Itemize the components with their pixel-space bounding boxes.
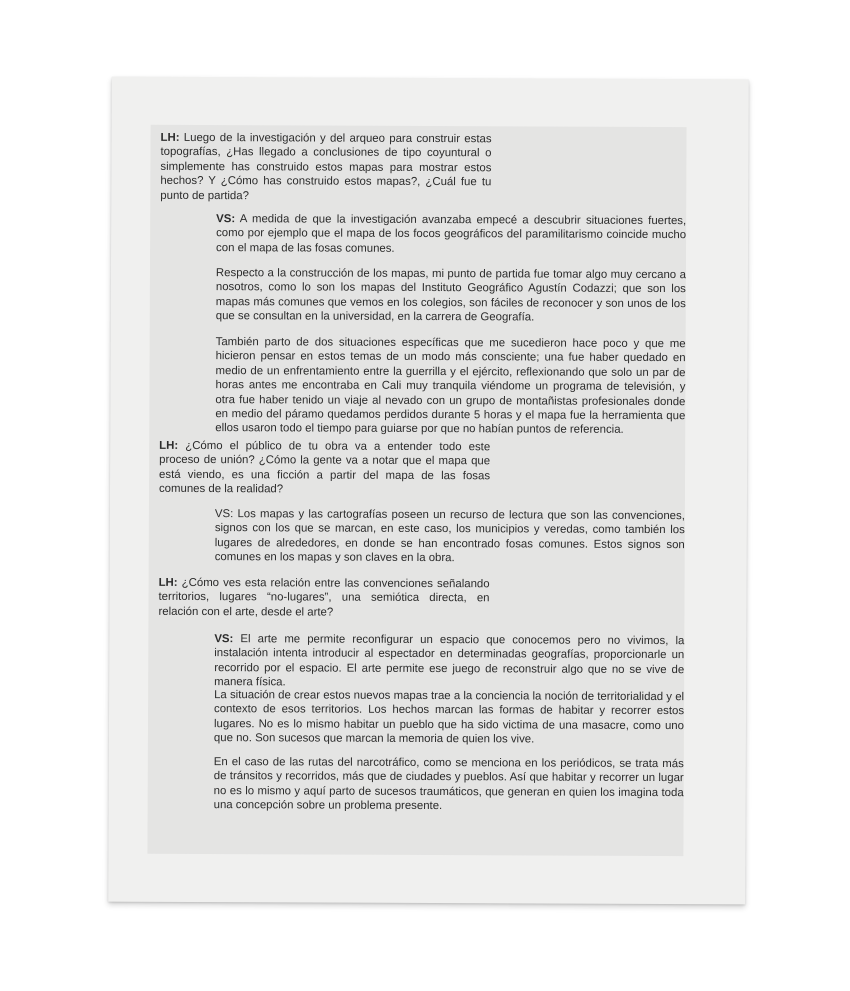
answer-1-paragraph-2: Respecto a la construcción de los mapas, mi punto de partida fue tomar algo muy cercano a nosotros, como lo son los mapas del Instituto Geográfico Agustín Codazzi; que son los mapas más comunes que vemos en los colegios, son fáciles de reconocer y son unos de los que se consultan en la universidad, en la carrera de Geografía. <box>215 267 686 324</box>
answer-1-paragraph-1 <box>216 212 686 257</box>
answer-text: A medida de que la investigación avanzaba empecé a descubrir situaciones fuertes, como por ejemplo que el mapa de los focos geográficos del paramilitarismo coincide mucho con el mapa de las fosas comunes. <box>216 213 687 255</box>
question-text: Luego de la investigación y del arqueo para construir estas topografías, ¿Has llegado a conclusiones de tipo coyuntural o simplemente has construido estos mapas para mostrar estos hechos? Y ¿Cómo has construido estos mapas?, ¿Cuál fue tu punto de partida? <box>160 131 492 202</box>
speaker-label: LH: <box>159 439 179 452</box>
speaker-label: VS: <box>214 633 234 646</box>
question-1 <box>160 131 491 204</box>
text-panel <box>147 125 686 856</box>
answer-2-paragraph-1: VS: Los mapas y las cartografías poseen un recurso de lectura que son las convenciones, signos con los que se marcan, en este caso, los municipios y veredas, como también los lugares de alrededores, en donde se han encontrado fosas comunes. Estos signos son comunes en los mapas y son claves en la obra. <box>214 508 685 565</box>
answer-3-paragraph-3: En el caso de las rutas del narcotráfico, como se menciona en los periódicos, se trata más de tránsitos y recorridos, más que de ciudades y pueblos. Así que habitar y recorrer un lugar no es lo mismo y aquí parto de sucesos traumáticos, que generan en quien los imagina toda una concepción sobre un problema presente. <box>213 756 684 813</box>
answer-text: El arte me permite reconfigurar un espacio que conocemos pero no vivimos, la instalación intenta introducir al espectador en determinadas geografías, proporcionarle un recorrido por el espacio. El arte permite ese juego de reconstruir algo que no se vive de manera física. <box>214 633 685 689</box>
question-text: ¿Cómo ves esta relación entre las convenciones señalando territorios, lugares “no-lugares”, una semiótica directa, en relación con el arte, desde el arte? <box>158 576 490 619</box>
speaker-label: LH: <box>158 576 178 589</box>
answer-3-paragraph-1 <box>214 632 684 692</box>
answer-3-paragraph-2: La situación de crear estos nuevos mapas trae a la conciencia la noción de territorialidad y el contexto de esos territorios. Los hechos marcan las formas de habitar y recorrer estos lugares. No es lo mismo habitar un pueblo que ha sido victima de una masacre, como uno que no. Son sucesos que marcan la memoria de quien los vive. <box>213 689 685 746</box>
question-text: ¿Cómo el público de tu obra va a entender todo este proceso de unión? ¿Cómo la gente va a notar que el mapa que está viendo, es una ficción a partir del mapa de las fosas comunes de la realidad? <box>158 439 491 496</box>
speaker-label: VS: <box>216 213 236 226</box>
answer-1-paragraph-3: También parto de dos situaciones específicas que me sucedieron hace poco y que me hicieron pensar en estos temas de un modo más consciente; una fue haber quedado en medio de un enfrentamiento entre la guerrilla y el ejército, reflexionando que solo un par de horas antes me encontraba en Cali muy tranquila viéndome un programa de televisión, y otra fue haber tenido un viaje al nevado con un grupo de montañistas profesionales donde en medio del páramo quedamos perdidos durante 5 horas y el mapa fue la herramienta que ellos usaron todo el tiempo para guiarse por que no habían puntos de referencia. <box>215 336 686 437</box>
speaker-label: LH: <box>160 131 180 144</box>
paper-sheet <box>108 77 749 905</box>
question-3 <box>158 576 489 621</box>
question-2 <box>159 439 490 498</box>
